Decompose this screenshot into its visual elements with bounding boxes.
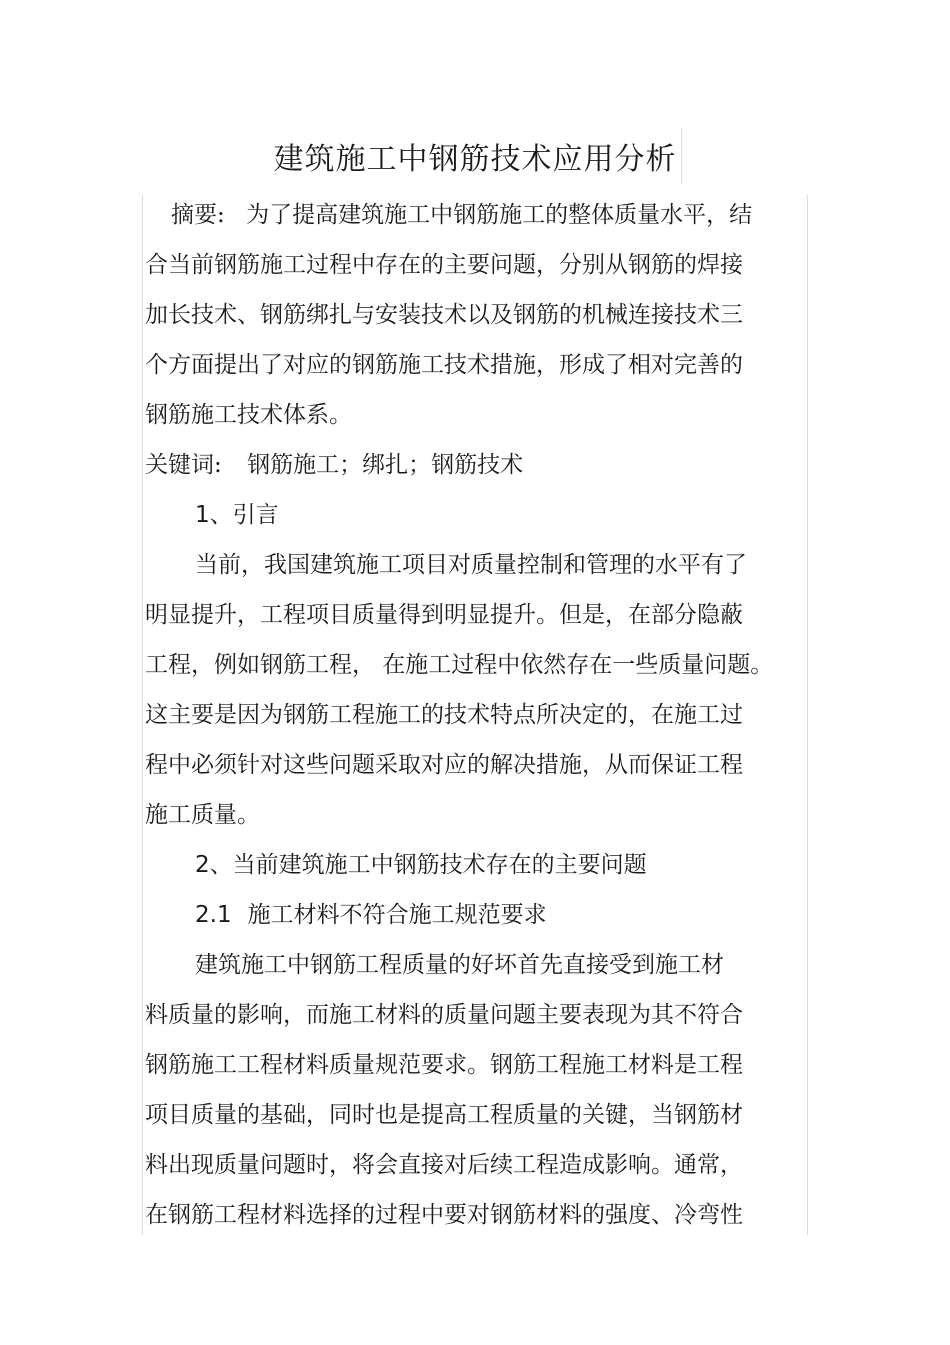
margin-line-right (807, 195, 808, 1235)
subsection-title: 施工材料不符合施工规范要求 (247, 902, 547, 928)
abstract-text: 为了提高建筑施工中钢筋施工的整体质量水平，结 (246, 202, 753, 228)
keywords-text: 钢筋施工；绑扎；钢筋技术 (247, 452, 524, 478)
section-title: 、引言 (209, 502, 279, 528)
abstract-line: 合当前钢筋施工过程中存在的主要问题，分别从钢筋的焊接 (145, 252, 743, 278)
paragraph-line: 程中必须针对这些问题采取对应的解决措施，从而保证工程 (145, 752, 743, 778)
paragraph-line: 在钢筋工程材料选择的过程中要对钢筋材料的强度、冷弯性 (145, 1202, 743, 1228)
paragraph-line: 钢筋施工工程材料质量规范要求。钢筋工程施工材料是工程 (145, 1052, 743, 1078)
paragraph-line: 项目质量的基础，同时也是提高工程质量的关键，当钢筋材 (145, 1102, 743, 1128)
paragraph-line: 料出现质量问题时，将会直接对后续工程造成影响。通常， (145, 1152, 743, 1178)
section-number: 1 (195, 502, 210, 528)
abstract-line: 钢筋施工技术体系。 (145, 402, 352, 428)
paragraph-line: 当前，我国建筑施工项目对质量控制和管理的水平有了 (195, 552, 747, 578)
section-heading (145, 840, 795, 890)
paragraph-line: 工程，例如钢筋工程， 在施工过程中依然存在一些质量问题。 (145, 652, 774, 678)
abstract-line: 加长技术、钢筋绑扎与安装技术以及钢筋的机械连接技术三 (145, 302, 743, 328)
section-number: 2 (195, 852, 210, 878)
abstract-line: 个方面提出了对应的钢筋施工技术措施，形成了相对完善的 (145, 352, 743, 378)
abstract-line (145, 190, 795, 240)
margin-line-left (142, 195, 143, 1235)
paragraph-line: 建筑施工中钢筋工程质量的好坏首先直接受到施工材 (195, 952, 724, 978)
keywords-line (145, 440, 795, 490)
section-heading (145, 490, 795, 540)
document-title: 建筑施工中钢筋技术应用分析 (273, 142, 677, 177)
paragraph-line: 料质量的影响，而施工材料的质量问题主要表现为其不符合 (145, 1002, 743, 1028)
section-title: 、当前建筑施工中钢筋技术存在的主要问题 (209, 852, 647, 878)
paragraph-line: 施工质量。 (145, 802, 260, 828)
subsection-number: 2.1 (195, 902, 232, 928)
abstract-label: 摘要: (171, 202, 225, 228)
keywords-label: 关键词: (145, 452, 222, 478)
paragraph-line: 明显提升，工程项目质量得到明显提升。但是，在部分隐蔽 (145, 602, 743, 628)
document-body (145, 190, 795, 1240)
paragraph-line: 这主要是因为钢筋工程施工的技术特点所决定的，在施工过 (145, 702, 743, 728)
subsection-heading (145, 890, 795, 940)
